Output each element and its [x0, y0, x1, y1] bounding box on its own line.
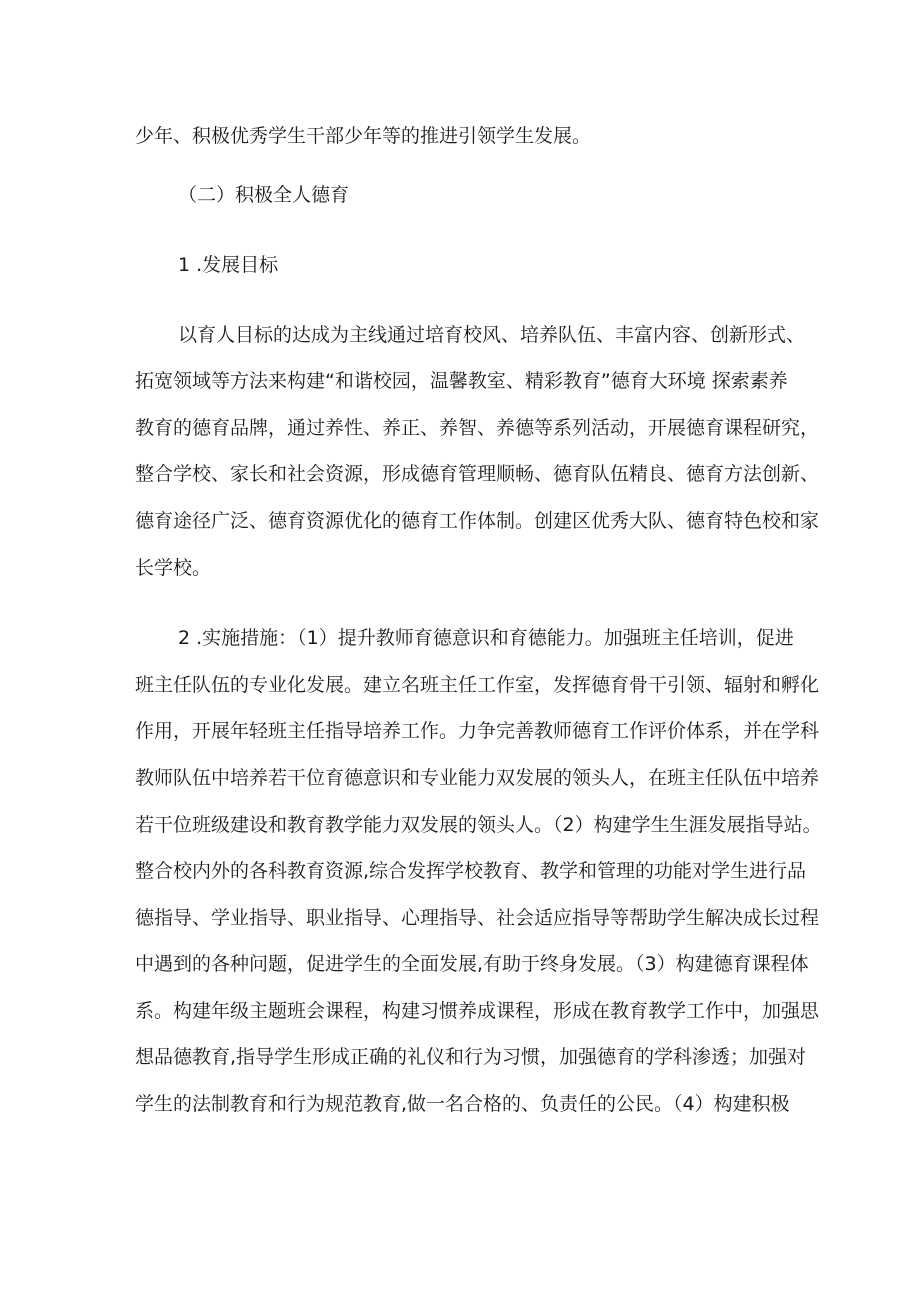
paragraph-line: 拓宽领域等方法来构建“和谐校园，温馨教室、精彩教育”德育大环境 探索素养	[135, 370, 788, 392]
paragraph-line: 中遇到的各种问题，促进学生的全面发展,有助于终身发展。（3）构建德育课程体	[135, 953, 809, 975]
text-line: 少年、积极优秀学生干部少年等的推进引领学生发展。	[135, 125, 592, 147]
paragraph-line: 德指导、学业指导、职业指导、心理指导、社会适应指导等帮助学生解决成长过程	[135, 907, 820, 929]
paragraph-line: 以育人目标的达成为主线通过培育校风、培养队伍、丰富内容、创新形式、	[178, 324, 806, 346]
paragraph-line: 班主任队伍的专业化发展。建立名班主任工作室，发挥德育骨干引领、辐射和孵化	[135, 674, 820, 696]
paragraph-line: 长学校。	[135, 557, 212, 579]
paragraph-line: 作用，开展年轻班主任指导培养工作。力争完善教师德育工作评价体系，并在学科	[135, 720, 820, 742]
paragraph-line: 系。构建年级主题班会课程，构建习惯养成课程，形成在教育教学工作中，加强思	[135, 1000, 820, 1022]
paragraph-line: 教育的德育品牌，通过养性、养正、养智、养德等系列活动，开展德育课程研究，	[135, 417, 820, 439]
section-heading: （二）积极全人德育	[178, 184, 350, 206]
paragraph-line: 教师队伍中培养若干位育德意识和专业能力双发展的领头人，在班主任队伍中培养	[135, 767, 820, 789]
paragraph-line: 整合学校、家长和社会资源，形成德育管理顺畅、德育队伍精良、德育方法创新、	[135, 463, 820, 485]
subsection-heading: 1 .发展目标	[178, 254, 279, 276]
paragraph-line: 整合校内外的各科教育资源,综合发挥学校教育、教学和管理的功能对学生进行品	[135, 860, 807, 882]
paragraph-line: 学生的法制教育和行为规范教育,做一名合格的、负责任的公民。（4）构建积极	[135, 1093, 790, 1115]
paragraph-line: 想品德教育,指导学生形成正确的礼仪和行为习惯，加强德育的学科渗透；加强对	[135, 1046, 807, 1068]
paragraph-line: 若干位班级建设和教育教学能力双发展的领头人。（2）构建学生生涯发展指导站。	[135, 814, 822, 836]
paragraph-line: 德育途径广泛、德育资源优化的德育工作体制。创建区优秀大队、德育特色校和家	[135, 510, 820, 532]
paragraph-line: 2 .实施措施：（1）提升教师育德意识和育德能力。加强班主任培训，促进	[178, 627, 794, 649]
